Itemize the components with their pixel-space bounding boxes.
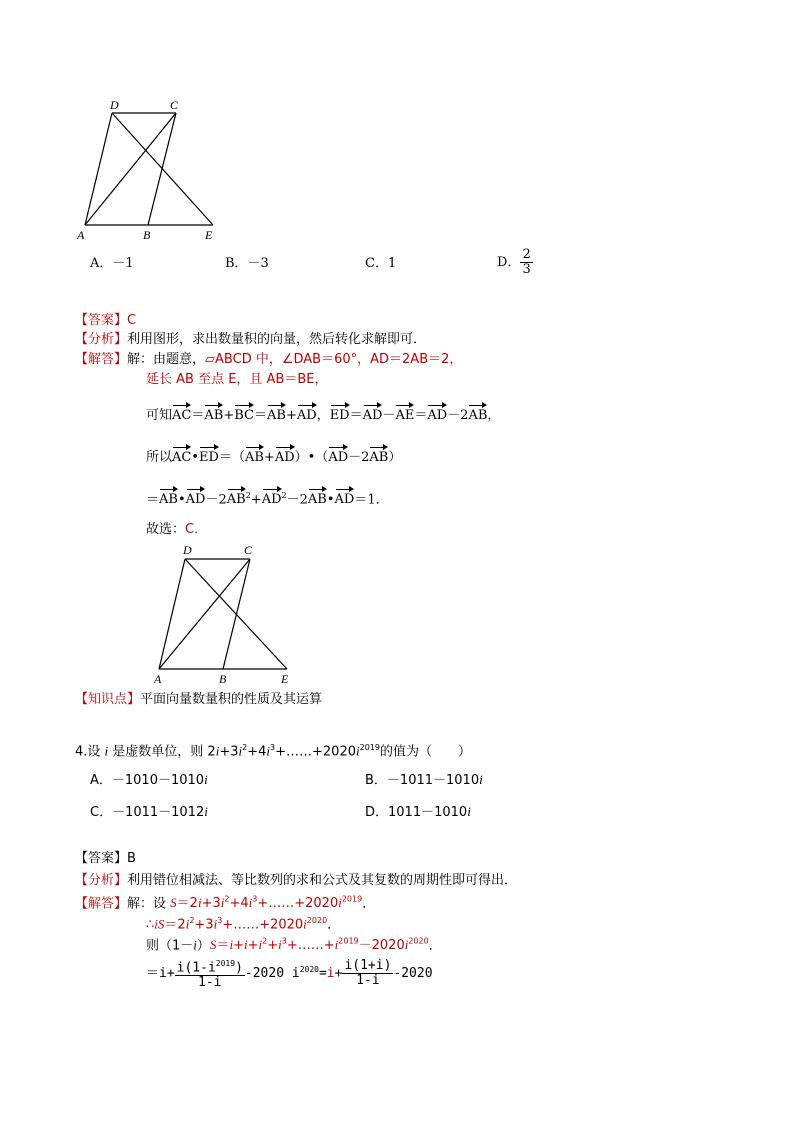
fraction-num: 2 [522,247,531,262]
solution-text: 解：设 [127,896,171,912]
label-D: D [183,543,192,557]
vec-AD: AD [335,488,355,508]
q3-solution-line-6 [146,522,207,538]
vec-AB: AB [204,404,223,424]
q4-stem-mid: 是虚数单位，则 2 [108,744,216,760]
analysis-text: 利用错位相减法、等比数列的求和公式及其复数的周期性即可得出． [127,873,518,888]
q4-stem-i: i [104,743,109,759]
analysis-tag: 【分析】 [75,332,128,347]
q4-solution-line-2: $\therefore iS=2i^2+3i^3+\dots\dots+2020i^{2020}$． [146,916,341,933]
q4-solution-line-1: 【解答】解：设 $S=2i+3i^2+4i^3+\dots\dots+2020i^{2019}$． [75,895,376,912]
q4-answer-line [75,851,136,867]
vec-AD: AD [186,488,206,508]
label-E: E [281,672,289,686]
label-A: A [154,672,162,686]
q4-stem-prefix: 4.设 [75,744,105,760]
fraction: $\frac{i(1+i)}{1-i}$ [344,958,392,989]
option-text: D．1011－1010 [365,805,468,820]
q3-solution-line-3: 可知AC＝AB+BC＝AB+AD，ED＝AD－AE＝AD－2AB， [146,404,500,424]
option-text: A．－1010－1010 [90,773,205,788]
option-text: C．－1011－1012 [90,805,205,820]
vec-AD: AD [427,404,447,424]
vec-AC: AC [172,446,191,466]
solution-text: 所以 [146,450,173,465]
label-B: B [219,672,227,686]
vec-AB: AB [308,488,327,508]
label-E: E [205,228,213,242]
vec-AB: AB [227,488,246,508]
q4-solution-line-4: ＝i+ $\frac{i(1-i^{2019})}{1-i}$ -2020 $i^{2020}=i+$ $\frac{i(1+i)}{1-i}$ -2020 [146,958,433,991]
vec-BC: BC [234,404,254,424]
solution-text: 故选： [146,522,186,537]
parallelogram-figure-2 [145,545,305,685]
q3-option-d-fraction [520,248,532,277]
solution-choice: C． [185,522,208,537]
solution-text: 解：由题意， [127,352,206,367]
q4-stem-tail: 的值为（ ） [379,744,471,760]
vec-AB: AB [245,446,264,466]
q4-option-d: D．1011－1010i [365,804,471,820]
label-C: C [170,98,179,112]
q3-option-d-prefix: D． [497,255,521,270]
answer-tag: 【答案】 [75,851,128,866]
solution-red-text: ▱ABCD 中，∠DAB＝60°，AD＝2AB＝2， [205,352,463,367]
option-text: B．－1011－1010 [365,773,480,788]
knowledge-tag: 【知识点】 [75,692,141,707]
q3-option-d [497,248,533,277]
q4-option-b: B．－1011－1010i [365,772,483,788]
q3-option-b: B．－3 [225,256,269,271]
vec-AD: AD [363,404,383,424]
q4-option-a: A．－1010－1010i [90,772,208,788]
q3-answer-line [75,313,136,329]
answer-value: C [127,313,137,328]
q4-analysis-line [75,873,517,889]
vec-AE: AE [395,404,414,424]
label-D: D [110,98,119,112]
solution-text: 可知 [146,408,173,423]
analysis-text: 利用图形，求出数量积的向量，然后转化求解即可． [127,332,427,347]
parallelogram-figure-1 [70,95,230,245]
vec-ED: ED [330,404,350,424]
vec-AB: AB [267,404,286,424]
fraction: $\frac{i(1-i^{2019})}{1-i}$ [176,959,243,991]
analysis-tag: 【分析】 [75,873,128,888]
answer-value: B [127,851,136,866]
answer-tag: 【答案】 [75,313,128,328]
knowledge-text: 平面向量数量积的性质及其运算 [140,692,323,707]
vec-AD: AD [262,488,282,508]
q3-option-c: C．1 [365,256,397,271]
vec-AB: AB [468,404,487,424]
q4-option-c: C．－1011－1012i [90,804,208,820]
q4-solution-line-3: 则$(1-i)S=i+i+i^2+i^3+\dots\dots+i^{2019}-2020i^{2020}$． [146,937,442,954]
fraction-den: 3 [522,262,531,277]
q4-stem: 4.设 i 是虚数单位，则 $2i+3i^2+4i^3+\dots\dots+2020i^{2019}$的值为（ ） [75,743,471,760]
vec-AD: AD [297,404,317,424]
q3-solution-line-2: 延长 AB 至点 E，且 AB＝BE， [146,372,328,387]
label-A: A [77,228,85,242]
label-C: C [244,543,253,557]
vec-AD: AD [328,446,348,466]
solution-tag: 【解答】 [75,352,128,367]
q3-solution-line-5: $=AB•AD-2AB^2+AD^2-2AB•AD=1$． [146,488,389,508]
vec-AB: AB [159,488,178,508]
solution-tag: 【解答】 [75,896,128,912]
q3-solution-line-4: 所以AC•ED＝（AB+AD）•（AD－2AB） [146,446,401,466]
vec-AD: AD [275,446,295,466]
q3-knowledge-line [75,692,322,708]
vec-AB: AB [369,446,388,466]
vec-AC: AC [172,404,191,424]
q3-option-a: A．－1 [90,256,134,271]
label-B: B [143,228,151,242]
q3-analysis-line [75,332,426,348]
vec-ED: ED [199,446,219,466]
q3-solution-line-1 [75,352,462,368]
